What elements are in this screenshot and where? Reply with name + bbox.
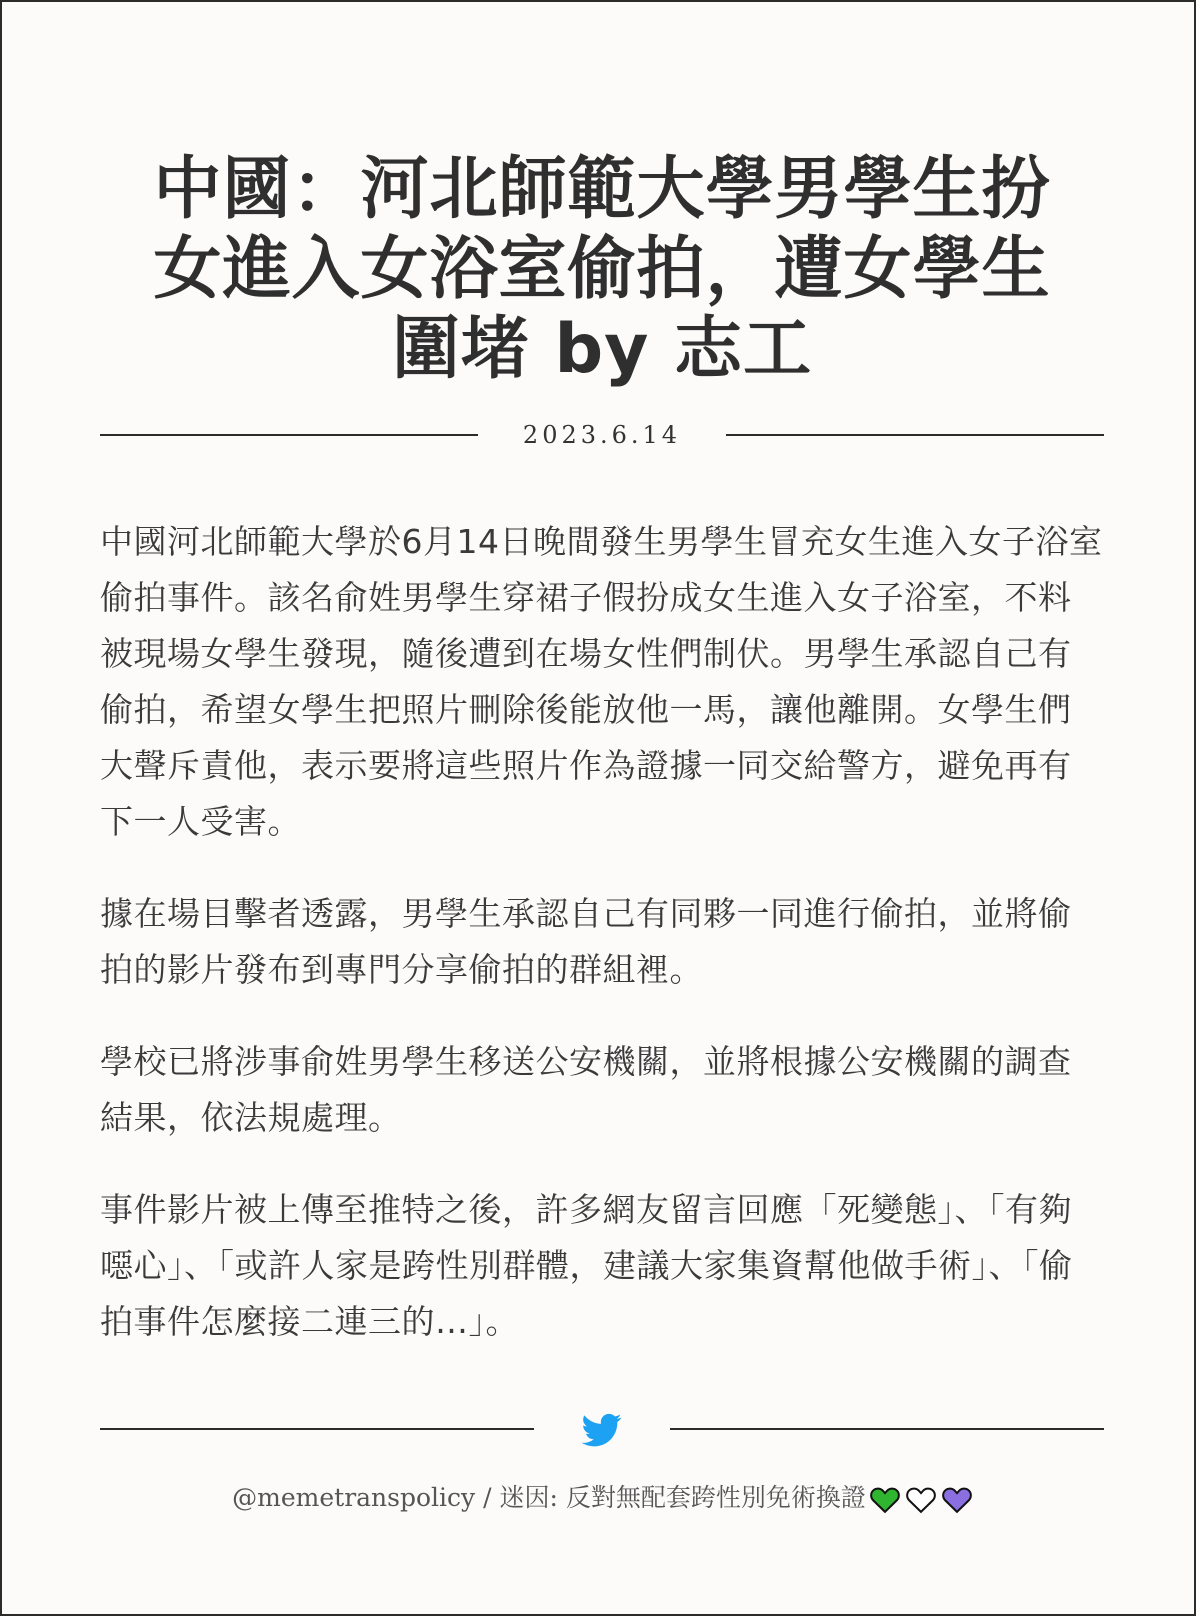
white-heart-icon [906, 1486, 936, 1514]
paragraph: 據在場目擊者透露，男學生承認自己有同夥一同進行偷拍，並將偷拍的影片發布到專門分享偷拍的群組裡。 [100, 894, 1072, 989]
paragraph: 學校已將涉事俞姓男學生移送公安機關，並將根據公安機關的調查結果，依法規處理。 [100, 1042, 1072, 1137]
divider-line-right [726, 434, 1104, 436]
article-title: 中國：河北師範大學男學生扮女進入女浴室偷拍，遭女學生圍堵 by 志工 [153, 150, 1051, 389]
divider-line-left [100, 434, 478, 436]
article-body [100, 514, 1104, 1386]
footer-line-right [670, 1428, 1104, 1430]
footer-divider [100, 1410, 1104, 1450]
article-date: 2023.6.14 [522, 421, 682, 449]
footer-line-left [100, 1428, 534, 1430]
paragraph: 中國河北師範大學於6月14日晚間發生男學生冒充女生進入女子浴室偷拍事件。該名俞姓男學生穿裙子假扮成女生進入女子浴室，不料被現場女學生發現，隨後遭到在場女性們制伏。男學生承認自己有偷拍，希望女學生把照片刪除後能放他一馬，讓他離開。女學生們大聲斥責他，表示要將這些照片作為證據一同交給警方，避免再有下一人受害。 [100, 522, 1103, 841]
purple-heart-icon [942, 1486, 972, 1514]
date-divider [100, 420, 1104, 450]
credit-line [100, 1478, 1104, 1518]
green-heart-icon [870, 1486, 900, 1514]
hearts [870, 1486, 972, 1514]
twitter-bird-icon [574, 1410, 630, 1450]
paragraph: 事件影片被上傳至推特之後，許多網友留言回應「死變態」、「有夠噁心」、「或許人家是跨性別群體，建議大家集資幫他做手術」、「偷拍事件怎麼接二連三的…」。 [100, 1190, 1073, 1341]
credit-text: @memetranspolicy / 迷因: 反對無配套跨性別免術換證 [232, 1483, 866, 1512]
